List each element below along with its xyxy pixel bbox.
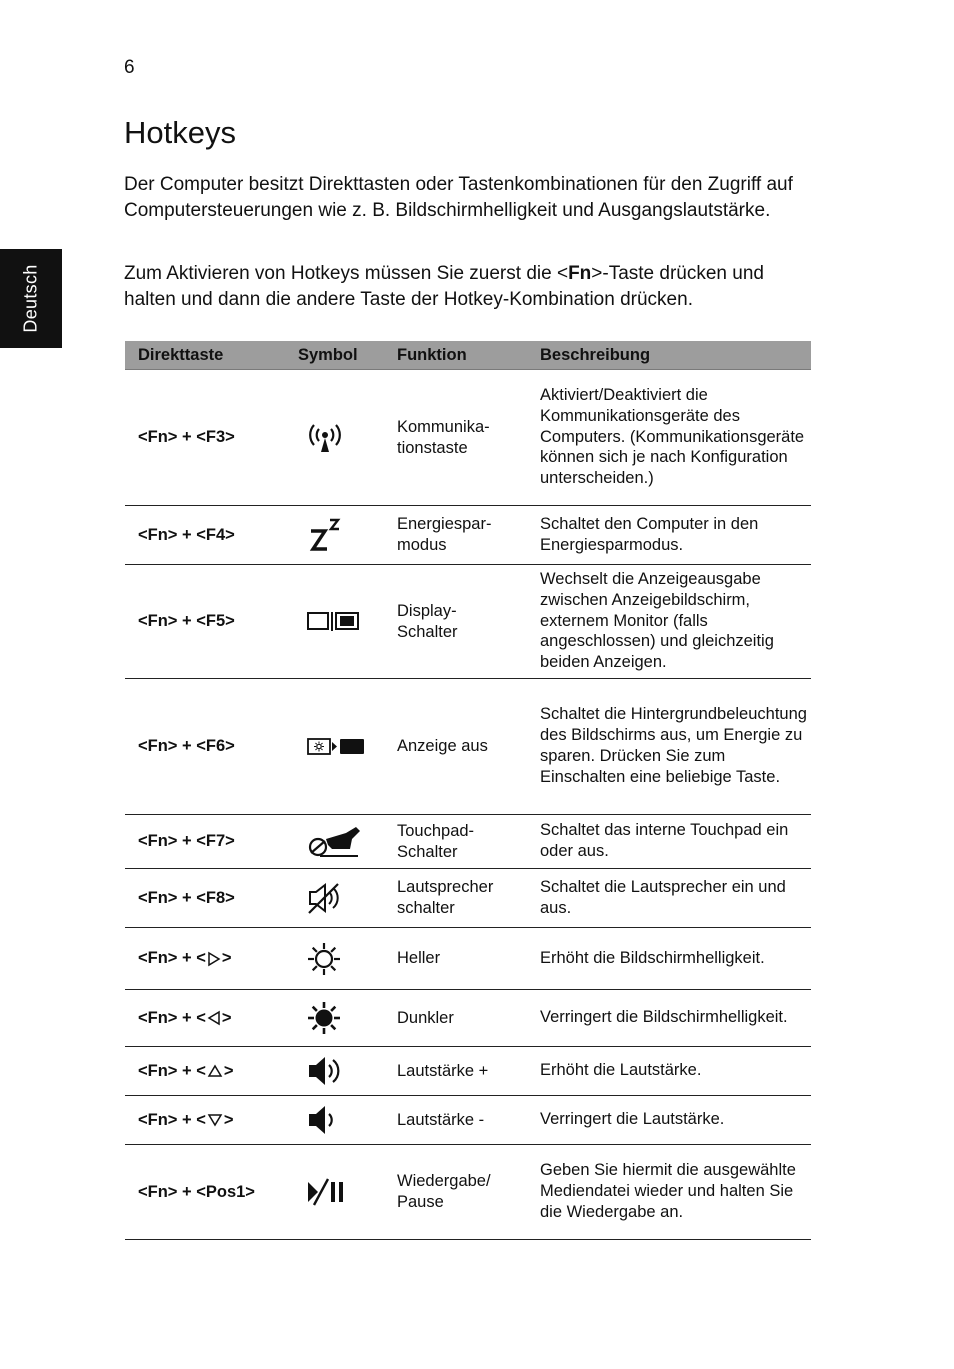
symbol-cell <box>298 1145 397 1240</box>
header-beschreibung: Beschreibung <box>540 341 811 370</box>
symbol-cell <box>298 990 397 1047</box>
intro-paragraph-1: Der Computer besitzt Direkttasten oder Tastenkombinationen für den Zugriff auf Computersteuerungen wie z. B. Bildschirmhelligkeit und Ausgangslautstärke. <box>124 174 793 221</box>
function-cell: Dunkler <box>397 990 540 1047</box>
up-arrow-key-icon <box>207 1064 223 1078</box>
left-arrow-key-icon <box>207 1010 221 1026</box>
table-row <box>125 679 811 815</box>
table-row <box>125 928 811 990</box>
hotkey-cell: <Fn> + <F8> <box>125 869 298 928</box>
symbol-cell <box>298 1096 397 1145</box>
header-symbol: Symbol <box>298 341 397 370</box>
hotkey-suffix: > <box>223 1061 234 1080</box>
table-row <box>125 869 811 928</box>
hotkey-cell: <Fn> + <F4> <box>125 506 298 565</box>
intro-paragraph-2-start: Zum Aktivieren von Hotkeys müssen Sie zuerst die < <box>124 263 569 284</box>
description-cell: Geben Sie hiermit die ausgewählte Mediendatei wieder und halten Sie die Wiedergabe an. <box>540 1145 811 1240</box>
brightness-down-icon <box>306 1000 342 1036</box>
symbol-cell <box>298 565 397 679</box>
hotkey-cell: <Fn> + <F7> <box>125 815 298 869</box>
table-row <box>125 990 811 1047</box>
function-cell: Heller <box>397 928 540 990</box>
table-row <box>125 1145 811 1240</box>
description-cell: Schaltet die Lautsprecher ein und aus. <box>540 869 811 928</box>
symbol-cell <box>298 1047 397 1096</box>
function-cell: Lautstärke + <box>397 1047 540 1096</box>
symbol-cell <box>298 928 397 990</box>
hotkey-cell: <Fn> + <F5> <box>125 565 298 679</box>
hotkey-cell <box>125 1047 298 1096</box>
description-cell: Verringert die Bildschirmhelligkeit. <box>540 990 811 1047</box>
function-cell: Kommunika- tionstaste <box>397 370 540 506</box>
hotkey-cell: <Fn> + <F3> <box>125 370 298 506</box>
play-pause-icon <box>306 1177 348 1207</box>
symbol-cell <box>298 679 397 815</box>
intro-paragraph-2 <box>124 261 814 312</box>
header-direkttaste: Direkttaste <box>125 341 298 370</box>
description-cell: Verringert die Lautstärke. <box>540 1096 811 1145</box>
hotkeys-table <box>125 341 811 1240</box>
hotkey-cell: <Fn> + <F6> <box>125 679 298 815</box>
table-row <box>125 565 811 679</box>
function-cell: Energiespar- modus <box>397 506 540 565</box>
sleep-icon <box>306 517 344 553</box>
page-title: Hotkeys <box>124 115 236 150</box>
header-funktion: Funktion <box>397 341 540 370</box>
brightness-up-icon <box>306 941 342 977</box>
description-cell: Schaltet das interne Touchpad ein oder aus. <box>540 815 811 869</box>
hotkey-suffix: > <box>221 949 232 968</box>
wireless-icon <box>306 422 344 454</box>
symbol-cell <box>298 815 397 869</box>
volume-up-icon <box>306 1054 344 1088</box>
symbol-cell <box>298 370 397 506</box>
down-arrow-key-icon <box>207 1113 223 1127</box>
volume-down-icon <box>306 1103 344 1137</box>
description-cell: Schaltet die Hintergrundbeleuchtung des Bildschirms aus, um Energie zu sparen. Drücken Sie zum Einschalten eine beliebige Taste. <box>540 679 811 815</box>
intro-paragraph-2-end: >-Taste drücken und halten und dann die andere Taste der Hotkey-Kombination drücken. <box>124 263 764 310</box>
hotkey-prefix: <Fn> + < <box>138 1061 206 1080</box>
table-row <box>125 370 811 506</box>
hotkey-suffix: > <box>223 1110 234 1129</box>
function-cell: Wiedergabe/ Pause <box>397 1145 540 1240</box>
right-arrow-key-icon <box>207 951 221 967</box>
hotkey-prefix: <Fn> + < <box>138 1110 206 1129</box>
display-off-icon <box>306 736 368 758</box>
description-cell: Erhöht die Bildschirmhelligkeit. <box>540 928 811 990</box>
language-side-tab <box>0 249 62 348</box>
function-cell: Lautstärke - <box>397 1096 540 1145</box>
fn-key-emphasis: Fn <box>568 263 592 284</box>
page-number: 6 <box>124 57 135 78</box>
table-row <box>125 1047 811 1096</box>
symbol-cell <box>298 506 397 565</box>
display-toggle-icon <box>306 611 366 633</box>
table-row <box>125 506 811 565</box>
description-cell: Aktiviert/Deaktiviert die Kommunikationsgeräte des Computers. (Kommunikationsgeräte können sich je nach Konfiguration unterscheiden.) <box>540 370 811 506</box>
touchpad-toggle-icon <box>306 825 364 859</box>
function-cell: Lautsprecher schalter <box>397 869 540 928</box>
table-row <box>125 1096 811 1145</box>
hotkey-cell <box>125 990 298 1047</box>
function-cell: Anzeige aus <box>397 679 540 815</box>
function-cell: Display- Schalter <box>397 565 540 679</box>
hotkey-suffix: > <box>221 1008 232 1027</box>
table-header-row <box>125 341 811 370</box>
speaker-mute-icon <box>306 881 346 915</box>
description-cell: Erhöht die Lautstärke. <box>540 1047 811 1096</box>
description-cell: Wechselt die Anzeigeausgabe zwischen Anzeigebildschirm, externem Monitor (falls angeschlossen) und gleichzeitig beiden Anzeigen. <box>540 565 811 679</box>
table-row <box>125 815 811 869</box>
hotkey-prefix: <Fn> + < <box>138 949 206 968</box>
description-cell: Schaltet den Computer in den Energiesparmodus. <box>540 506 811 565</box>
symbol-cell <box>298 869 397 928</box>
side-tab-label: Deutsch <box>20 264 41 333</box>
function-cell: Touchpad- Schalter <box>397 815 540 869</box>
hotkey-cell <box>125 928 298 990</box>
hotkey-cell: <Fn> + <Pos1> <box>125 1145 298 1240</box>
hotkey-cell <box>125 1096 298 1145</box>
hotkey-prefix: <Fn> + < <box>138 1008 206 1027</box>
